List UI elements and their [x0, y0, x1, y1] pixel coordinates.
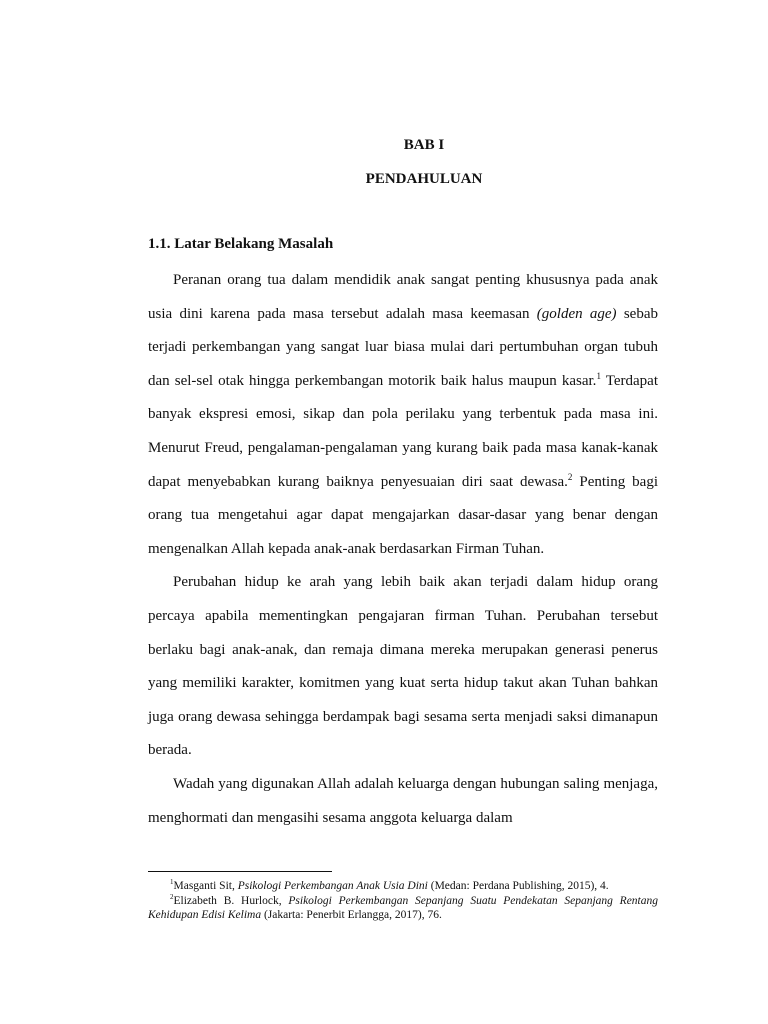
footnote-2-mark: 2: [170, 892, 174, 901]
footnotes: [148, 879, 658, 923]
footnote-1-mark: 1: [170, 878, 174, 887]
footnote-1-author: Masganti Sit,: [173, 880, 238, 892]
footnote-separator: [148, 871, 332, 872]
paragraph-1-text-d: Penting bagi orang tua mengetahui agar dapat mengajarkan dasar-dasar yang benar dengan mengenalkan Allah kepada anak-anak berdasarkan Firman Tuhan.: [148, 473, 658, 557]
body-text: [148, 264, 658, 835]
footnote-ref-1[interactable]: 1: [596, 370, 601, 381]
footnote-2: [148, 894, 658, 923]
section-heading: 1.1. Latar Belakang Masalah: [148, 236, 334, 252]
footnote-2-author: Elizabeth B. Hurlock,: [173, 894, 289, 907]
chapter-number: BAB I: [403, 137, 445, 153]
footnote-ref-2[interactable]: 2: [567, 471, 573, 482]
footnote-2-title: Psikologi Perkembangan Sepanjang Suatu Pendekatan Sepanjang Rentang Kehidupan Edisi Kelima: [148, 894, 658, 922]
paragraph-1-text-a: Peranan orang tua dalam mendidik anak sangat penting khususnya pada anak usia dini karena pada masa tersebut adalah masa keemasan: [148, 272, 658, 322]
paragraph-1-text-b: sebab terjadi perkembangan yang sangat luar biasa mulai dari pertumbuhan organ tubuh dan sel-sel otak hingga perkembangan motorik baik halus maupun kasar.: [148, 305, 658, 389]
paragraph-1-text-c: Terdapat banyak ekspresi emosi, sikap dan pola perilaku yang terbentuk pada masa ini. Menurut Freud, pengalaman-pengalaman yang kurang baik pada masa kanak-kanak dapat menyebabkan kurang baiknya penyesuaian diri saat dewasa.: [148, 372, 658, 490]
paragraph-1-italic-term: (golden age): [536, 305, 617, 322]
paragraph-2: Perubahan hidup ke arah yang lebih baik akan terjadi dalam hidup orang percaya apabila mementingkan pengajaran firman Tuhan. Perubahan tersebut berlaku bagi anak-anak, dan remaja dimana mereka merupakan generasi penerus yang memiliki karakter, komitmen yang kuat serta hidup takut akan Tuhan bahkan juga orang dewasa sehingga berdampak bagi sesama serta menjadi saksi dimanapun berada.: [148, 574, 658, 759]
paragraph-3: Wadah yang digunakan Allah adalah keluarga dengan hubungan saling menjaga, menghormati dan mengasihi sesama anggota keluarga dalam: [148, 775, 658, 826]
footnote-1: [148, 879, 658, 894]
chapter-title: PENDAHULUAN: [365, 171, 483, 187]
footnote-2-publication: (Jakarta: Penerbit Erlangga, 2017), 76.: [261, 909, 442, 922]
footnote-1-title: Psikologi Perkembangan Anak Usia Dini: [237, 880, 428, 892]
footnote-1-publication: (Medan: Perdana Publishing, 2015), 4.: [427, 880, 609, 892]
paragraph-1: [148, 264, 658, 566]
